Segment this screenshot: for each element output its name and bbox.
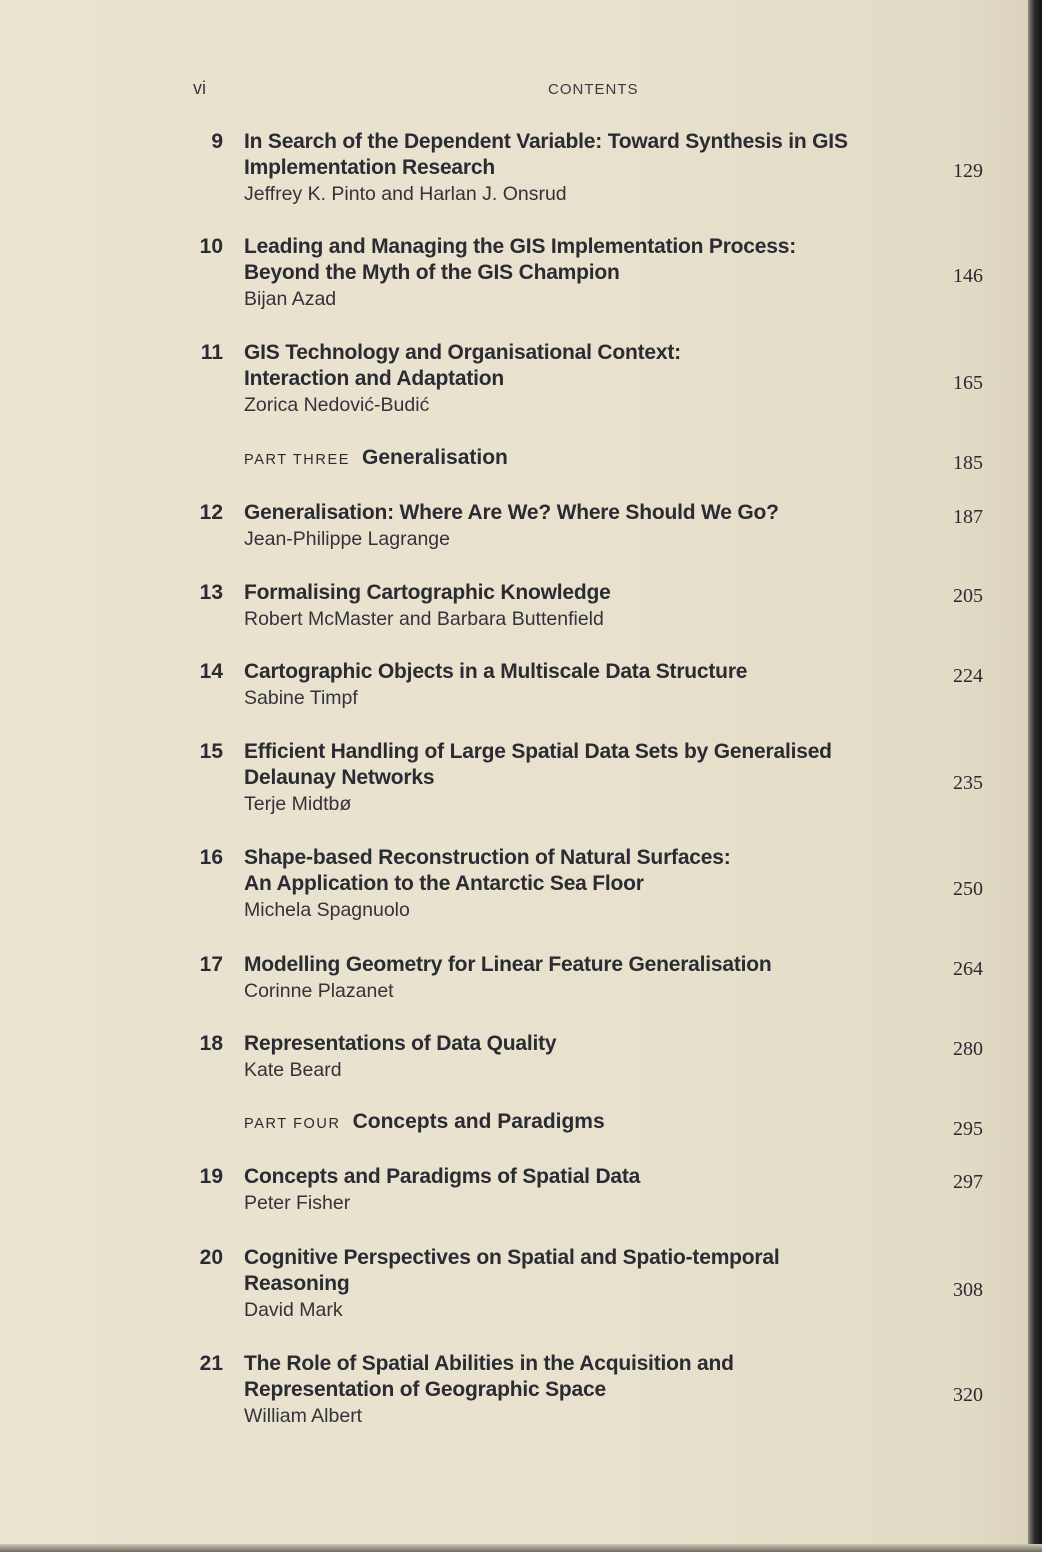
part-label: PART THREE	[244, 452, 350, 468]
page-number: 308	[953, 1279, 983, 1301]
running-head	[193, 78, 983, 102]
chapter-author: Robert McMaster and Barbara Buttenfield	[244, 608, 604, 630]
toc-entry-21[interactable]	[193, 1351, 983, 1431]
chapter-title-line: Cognitive Perspectives on Spatial and Spatio-temporal	[244, 1246, 780, 1269]
chapter-author: Kate Beard	[244, 1059, 342, 1081]
chapter-number: 15	[199, 740, 223, 763]
entry-body	[244, 659, 934, 711]
page-folio: vi	[193, 78, 206, 98]
running-head-label: CONTENTS	[548, 81, 639, 98]
chapter-author: Terje Midtbø	[244, 793, 352, 815]
toc-entry-16[interactable]	[193, 845, 983, 925]
entry-body	[244, 580, 934, 632]
chapter-title-line: Shape-based Reconstruction of Natural Surfaces:	[244, 846, 731, 869]
toc-entry-12[interactable]	[193, 500, 983, 554]
entry-body	[244, 1031, 934, 1083]
toc-entry-18[interactable]	[193, 1031, 983, 1085]
toc-entry-14[interactable]	[193, 659, 983, 713]
chapter-author: David Mark	[244, 1299, 343, 1321]
chapter-number: 20	[199, 1246, 223, 1269]
toc-entry-19[interactable]	[193, 1164, 983, 1218]
book-spine-shadow	[1028, 0, 1042, 1552]
chapter-title-line: Implementation Research	[244, 156, 495, 179]
chapter-title-line: Representation of Geographic Space	[244, 1378, 606, 1401]
chapter-author: Sabine Timpf	[244, 687, 358, 709]
toc-entry-20[interactable]	[193, 1245, 983, 1325]
toc-entry-10[interactable]	[193, 234, 983, 314]
toc-entry-13[interactable]	[193, 580, 983, 634]
chapter-author: Jean-Philippe Lagrange	[244, 528, 450, 550]
chapter-title-line: An Application to the Antarctic Sea Floor	[244, 872, 644, 895]
toc-entry-17[interactable]	[193, 952, 983, 1006]
chapter-title-line: Formalising Cartographic Knowledge	[244, 581, 611, 604]
chapter-title-line: Modelling Geometry for Linear Feature Generalisation	[244, 953, 772, 976]
chapter-title-line: Leading and Managing the GIS Implementation Process:	[244, 235, 797, 258]
entry-body	[244, 340, 934, 418]
page-number: 165	[953, 372, 983, 394]
entry-body	[244, 1351, 934, 1429]
chapter-number: 11	[200, 341, 223, 364]
entry-body	[244, 739, 934, 817]
chapter-number: 19	[199, 1165, 223, 1188]
page-number: 235	[953, 772, 983, 794]
chapter-author: Peter Fisher	[244, 1192, 351, 1214]
page-number: 264	[953, 958, 983, 980]
entry-body	[244, 845, 934, 923]
entry-body	[244, 129, 934, 207]
chapter-title-line: GIS Technology and Organisational Context:	[244, 341, 681, 364]
chapter-author: Jeffrey K. Pinto and Harlan J. Onsrud	[244, 183, 567, 205]
entry-body	[244, 1245, 934, 1323]
chapter-title-line: Delaunay Networks	[244, 766, 435, 789]
page-number: 280	[953, 1038, 983, 1060]
chapter-title-line: Reasoning	[244, 1272, 350, 1295]
chapter-number: 18	[199, 1032, 223, 1055]
toc-entry-15[interactable]	[193, 739, 983, 819]
page-number: 250	[953, 878, 983, 900]
page-number: 295	[953, 1118, 983, 1140]
chapter-number: 17	[199, 953, 223, 976]
entry-body	[244, 952, 934, 1004]
chapter-title-line: The Role of Spatial Abilities in the Acquisition and	[244, 1352, 734, 1375]
part-title: Concepts and Paradigms	[352, 1110, 605, 1133]
page-bottom-edge	[0, 1544, 1042, 1552]
part-title: Generalisation	[361, 446, 508, 469]
chapter-title-line: Beyond the Myth of the GIS Champion	[244, 261, 620, 284]
chapter-author: Zorica Nedović-Budić	[244, 394, 430, 416]
chapter-number: 10	[199, 235, 223, 258]
toc-entry-9[interactable]	[193, 129, 983, 209]
chapter-author: Michela Spagnuolo	[244, 899, 410, 921]
chapter-title-line: Representations of Data Quality	[244, 1032, 557, 1055]
page-number: 129	[953, 160, 983, 182]
entry-body	[244, 500, 934, 552]
page-number: 185	[953, 452, 983, 474]
chapter-author: William Albert	[244, 1405, 363, 1427]
chapter-title-line: Cartographic Objects in a Multiscale Data Structure	[244, 660, 748, 683]
chapter-number: 13	[199, 581, 223, 604]
chapter-author: Bijan Azad	[244, 288, 337, 310]
chapter-number: 21	[199, 1352, 223, 1375]
chapter-number: 9	[211, 130, 223, 153]
chapter-author: Corinne Plazanet	[244, 980, 394, 1002]
chapter-title-line: Interaction and Adaptation	[244, 367, 505, 390]
chapter-title-line: Concepts and Paradigms of Spatial Data	[244, 1165, 641, 1188]
chapter-number: 16	[199, 846, 223, 869]
entry-body	[244, 1164, 934, 1216]
chapter-number: 12	[199, 501, 223, 524]
chapter-number: 14	[199, 660, 223, 683]
page-number: 146	[953, 265, 983, 287]
page-number: 320	[953, 1384, 983, 1406]
part-heading-three[interactable]	[193, 446, 983, 474]
toc-entry-11[interactable]	[193, 340, 983, 420]
page-number: 187	[953, 506, 983, 528]
entry-body	[244, 234, 934, 312]
page-number: 297	[953, 1171, 983, 1193]
chapter-title-line: In Search of the Dependent Variable: Toward Synthesis in GIS	[244, 130, 848, 153]
page-number: 224	[953, 665, 983, 687]
part-heading-four[interactable]	[193, 1110, 983, 1138]
page-number: 205	[953, 585, 983, 607]
part-label: PART FOUR	[244, 1116, 341, 1132]
chapter-title-line: Efficient Handling of Large Spatial Data Sets by Generalised	[244, 740, 832, 763]
chapter-title-line: Generalisation: Where Are We? Where Should We Go?	[244, 501, 779, 524]
